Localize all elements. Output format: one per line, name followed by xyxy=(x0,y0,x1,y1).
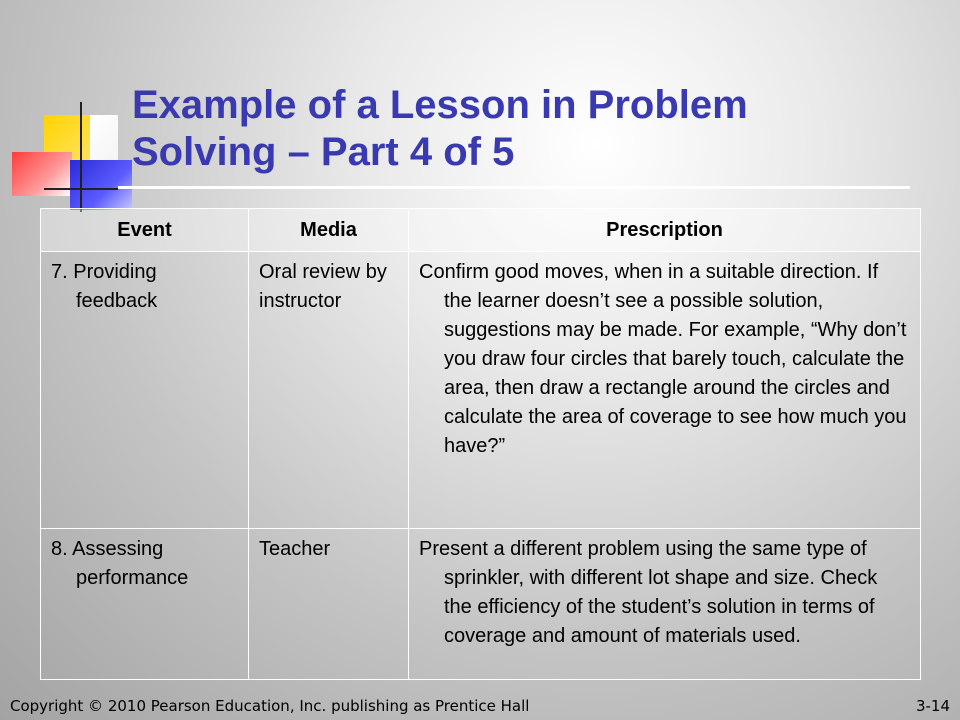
table-row xyxy=(41,252,921,529)
event-text: 8. Assessing performance xyxy=(51,538,189,589)
media-text: Teacher xyxy=(259,538,331,560)
column-header-prescription: Prescription xyxy=(409,209,921,252)
slide-footer xyxy=(0,694,960,720)
title-underline xyxy=(118,186,910,189)
media-text: Oral review by instructor xyxy=(259,261,387,312)
column-header-event: Event xyxy=(41,209,249,252)
table-row xyxy=(41,529,921,680)
prescription-cell xyxy=(409,529,921,680)
lesson-table xyxy=(40,208,921,680)
prescription-text: Present a different problem using the same type of sprinkler, with different lot shape and size. Check the efficiency of the student’s solution in terms of coverage and amount of materials used. xyxy=(419,538,878,647)
logo-vertical-line xyxy=(80,102,82,212)
media-cell xyxy=(249,529,409,680)
event-cell xyxy=(41,529,249,680)
event-cell xyxy=(41,252,249,529)
event-text: 7. Providing feedback xyxy=(51,261,158,312)
table-header-row xyxy=(41,209,921,252)
slide-title: Example of a Lesson in Problem Solving – Part 4 of 5 xyxy=(132,83,748,174)
prescription-cell xyxy=(409,252,921,529)
logo-square-white xyxy=(90,115,118,160)
slide-number: 3-14 xyxy=(915,697,950,715)
column-header-media: Media xyxy=(249,209,409,252)
logo-horizontal-line xyxy=(44,188,118,190)
media-cell xyxy=(249,252,409,529)
copyright-text: Copyright © 2010 Pearson Education, Inc. publishing as Prentice Hall xyxy=(10,697,530,715)
prescription-text: Confirm good moves, when in a suitable direction. If the learner doesn’t see a possible solution, suggestions may be made. For example, “Why don’t you draw four circles that barely touch, calculate the area, then draw a rectangle around the circles and calculate the area of coverage to see how much you have?” xyxy=(419,261,907,457)
